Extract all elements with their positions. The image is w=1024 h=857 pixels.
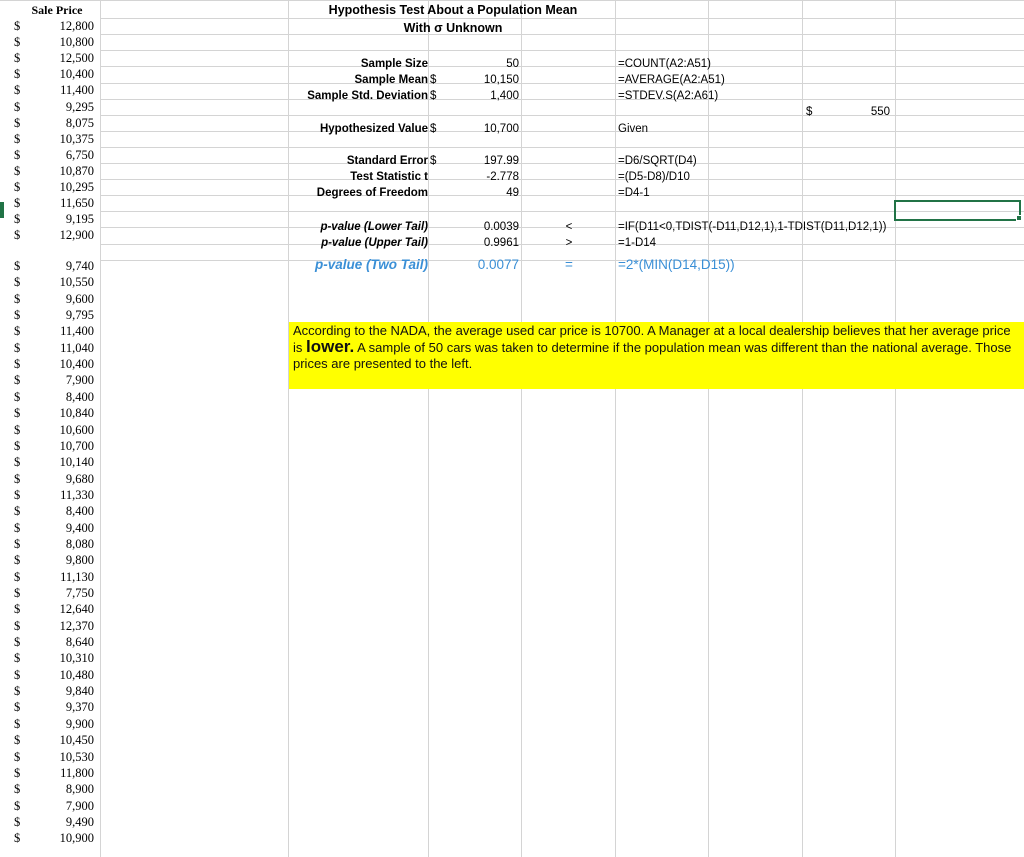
price-currency-symbol: $ — [14, 99, 21, 114]
price-currency-symbol: $ — [14, 471, 21, 486]
p-value-two-tail-symbol[interactable]: = — [565, 257, 573, 272]
p-value-lower-symbol[interactable]: < — [565, 221, 573, 233]
sale-price-cell[interactable]: 8,400 — [65, 389, 94, 404]
sale-price-cell[interactable]: 12,640 — [59, 602, 94, 617]
price-currency-symbol: $ — [14, 131, 21, 146]
sale-price-cell[interactable]: 8,640 — [65, 635, 94, 650]
sale-price-cell[interactable]: 9,740 — [65, 259, 94, 273]
test-statistic-label[interactable]: Test Statistic t — [350, 171, 428, 183]
sale-price-cell[interactable]: 11,400 — [60, 83, 94, 98]
price-currency-symbol: $ — [14, 700, 21, 715]
standard-error-currency: $ — [430, 155, 437, 167]
degrees-of-freedom-value[interactable]: 49 — [506, 187, 519, 199]
problem-description-note[interactable] — [289, 322, 1024, 389]
sample-size-label[interactable]: Sample Size — [360, 58, 428, 70]
sale-price-cell[interactable]: 10,700 — [59, 438, 94, 453]
p-value-upper-label[interactable]: p-value (Upper Tail) — [321, 237, 428, 249]
sample-sd-currency: $ — [430, 90, 437, 102]
standard-error-label[interactable]: Standard Error — [346, 155, 428, 167]
sale-price-cell[interactable]: 9,800 — [65, 553, 94, 568]
price-currency-symbol: $ — [14, 618, 21, 633]
price-currency-symbol: $ — [14, 212, 21, 227]
price-currency-symbol: $ — [14, 19, 21, 33]
price-currency-symbol: $ — [14, 373, 21, 388]
sale-price-cell[interactable]: 11,130 — [60, 569, 94, 584]
price-currency-symbol: $ — [14, 798, 21, 813]
extra-currency: $ — [806, 106, 813, 118]
sale-price-cell[interactable]: 9,370 — [65, 700, 94, 715]
sale-price-cell[interactable]: 11,800 — [60, 765, 94, 780]
sale-price-cell[interactable]: 9,295 — [65, 99, 94, 114]
price-currency-symbol: $ — [14, 291, 21, 306]
price-currency-symbol: $ — [14, 83, 21, 98]
sale-price-cell[interactable]: 11,330 — [60, 487, 94, 502]
sale-price-cell[interactable]: 9,900 — [65, 716, 94, 731]
sheet-title[interactable]: Hypothesis Test About a Population Mean — [328, 3, 578, 17]
sale-price-cell[interactable]: 9,795 — [65, 308, 94, 323]
price-currency-symbol: $ — [14, 536, 21, 551]
test-statistic-value[interactable]: -2.778 — [486, 171, 519, 183]
sale-price-cell[interactable]: 10,600 — [59, 422, 94, 437]
price-currency-symbol: $ — [14, 228, 21, 243]
note-text-part2: A sample of 50 cars was taken to determine if the population mean was different than the national average. Those prices are presented to the left. — [293, 340, 1012, 371]
price-currency-symbol: $ — [14, 163, 21, 178]
sale-price-cell[interactable]: 10,140 — [59, 455, 94, 470]
sale-price-cell[interactable]: 9,600 — [65, 291, 94, 306]
price-currency-symbol: $ — [14, 667, 21, 682]
sale-price-cell[interactable]: 11,040 — [60, 340, 94, 355]
standard-error-formula[interactable]: =D6/SQRT(D4) — [618, 155, 697, 167]
sale-price-cell[interactable]: 10,800 — [59, 35, 94, 50]
hypothesized-value-note[interactable]: Given — [618, 123, 649, 135]
sale-price-cell[interactable]: 9,490 — [65, 814, 94, 829]
sale-price-cell[interactable]: 8,075 — [65, 115, 94, 130]
sale-price-cell[interactable]: 8,080 — [65, 536, 94, 551]
sale-price-cell[interactable]: 11,400 — [60, 324, 94, 339]
p-value-lower-value[interactable]: 0.0039 — [483, 221, 519, 233]
sample-mean-label[interactable]: Sample Mean — [354, 74, 428, 86]
sale-price-cell[interactable]: 10,375 — [59, 131, 94, 146]
hypothesized-value-label[interactable]: Hypothesized Value — [319, 123, 428, 135]
active-row-indicator — [0, 202, 4, 218]
price-currency-symbol: $ — [14, 602, 21, 617]
price-currency-symbol: $ — [14, 831, 21, 846]
price-currency-symbol: $ — [14, 569, 21, 584]
sale-price-cell[interactable]: 12,800 — [59, 19, 94, 33]
price-currency-symbol: $ — [14, 406, 21, 421]
price-currency-symbol: $ — [14, 438, 21, 453]
price-currency-symbol: $ — [14, 504, 21, 519]
price-currency-symbol: $ — [14, 814, 21, 829]
sale-price-cell[interactable]: 9,680 — [65, 471, 94, 486]
selected-cell[interactable] — [894, 200, 1021, 221]
sale-price-cell[interactable]: 12,900 — [59, 228, 94, 243]
price-currency-symbol: $ — [14, 147, 21, 162]
sale-price-cell[interactable]: 7,900 — [65, 373, 94, 388]
price-currency-symbol: $ — [14, 35, 21, 50]
sale-price-cell[interactable]: 7,750 — [65, 586, 94, 600]
sale-price-cell[interactable]: 12,500 — [59, 51, 94, 66]
standard-error-value[interactable]: 197.99 — [483, 155, 519, 167]
sample-mean-currency: $ — [430, 74, 437, 86]
price-currency-symbol: $ — [14, 749, 21, 764]
p-value-lower-label[interactable]: p-value (Lower Tail) — [320, 221, 428, 233]
sale-price-cell[interactable]: 11,650 — [60, 196, 94, 211]
price-currency-symbol: $ — [14, 196, 21, 211]
price-currency-symbol: $ — [14, 733, 21, 748]
sale-price-cell[interactable]: 6,750 — [65, 147, 94, 162]
sample-size-value[interactable]: 50 — [506, 58, 519, 70]
sale-price-cell[interactable]: 10,840 — [59, 406, 94, 421]
sample-mean-formula[interactable]: =AVERAGE(A2:A51) — [618, 74, 725, 86]
hypothesized-value-currency: $ — [430, 123, 437, 135]
sale-price-cell[interactable]: 8,400 — [65, 504, 94, 519]
price-currency-symbol: $ — [14, 716, 21, 731]
p-value-upper-value[interactable]: 0.9961 — [483, 237, 519, 249]
degrees-of-freedom-formula[interactable]: =D4-1 — [618, 187, 650, 199]
sale-price-cell[interactable]: 7,900 — [65, 798, 94, 813]
sale-price-cell[interactable]: 10,900 — [59, 831, 94, 846]
sale-price-cell[interactable]: 8,900 — [65, 782, 94, 797]
price-currency-symbol: $ — [14, 357, 21, 372]
sample-size-formula[interactable]: =COUNT(A2:A51) — [618, 58, 711, 70]
sale-price-cell[interactable]: 10,400 — [59, 357, 94, 372]
sale-price-cell[interactable]: 9,400 — [65, 520, 94, 535]
price-currency-symbol: $ — [14, 684, 21, 699]
sale-price-cell[interactable]: 10,530 — [59, 749, 94, 764]
price-currency-symbol: $ — [14, 553, 21, 568]
price-currency-symbol: $ — [14, 324, 21, 339]
price-currency-symbol: $ — [14, 180, 21, 194]
price-currency-symbol: $ — [14, 635, 21, 650]
price-currency-symbol: $ — [14, 67, 21, 82]
price-currency-symbol: $ — [14, 275, 21, 290]
degrees-of-freedom-label[interactable]: Degrees of Freedom — [316, 187, 428, 199]
sample-sd-formula[interactable]: =STDEV.S(A2:A61) — [618, 90, 719, 102]
sale-price-cell[interactable]: 12,370 — [59, 618, 94, 633]
sale-price-cell[interactable]: 10,550 — [59, 275, 94, 290]
test-statistic-formula[interactable]: =(D5-D8)/D10 — [618, 171, 690, 183]
sample-sd-value[interactable]: 1,400 — [490, 90, 519, 102]
price-currency-symbol: $ — [14, 782, 21, 797]
sale-price-cell[interactable]: 10,870 — [59, 163, 94, 178]
p-value-two-tail-label[interactable]: p-value (Two Tail) — [314, 257, 428, 272]
p-value-upper-symbol[interactable]: > — [565, 237, 573, 249]
sale-price-cell[interactable]: 10,295 — [59, 180, 94, 194]
price-currency-symbol: $ — [14, 308, 21, 323]
sale-price-cell[interactable]: 10,400 — [59, 67, 94, 82]
sample-mean-value[interactable]: 10,150 — [483, 74, 519, 86]
sale-price-cell[interactable]: 9,195 — [65, 212, 94, 227]
price-currency-symbol: $ — [14, 340, 21, 355]
sale-price-cell[interactable]: 10,450 — [59, 733, 94, 748]
p-value-upper-formula[interactable]: =1-D14 — [618, 237, 657, 249]
extra-value-cell[interactable]: 550 — [870, 106, 890, 118]
price-currency-symbol: $ — [14, 586, 21, 600]
sale-price-cell[interactable]: 10,310 — [59, 651, 94, 666]
note-emphasis: lower. — [306, 337, 355, 356]
price-currency-symbol: $ — [14, 455, 21, 470]
fill-handle[interactable] — [1016, 215, 1022, 221]
sample-sd-label[interactable]: Sample Std. Deviation — [307, 90, 428, 102]
sheet-subtitle[interactable]: With σ Unknown — [403, 21, 503, 35]
price-currency-symbol: $ — [14, 422, 21, 437]
p-value-two-tail-formula[interactable]: =2*(MIN(D14,D15)) — [618, 257, 735, 272]
sale-price-cell[interactable]: 9,840 — [65, 684, 94, 699]
price-currency-symbol: $ — [14, 389, 21, 404]
price-currency-symbol: $ — [14, 765, 21, 780]
note-text-part1: According to the NADA, the average used car price is 10700. A Manager at a local dealership believes that her average price is — [293, 323, 1011, 355]
price-currency-symbol: $ — [14, 487, 21, 502]
price-currency-symbol: $ — [14, 51, 21, 66]
hypothesized-value[interactable]: 10,700 — [483, 123, 519, 135]
price-currency-symbol: $ — [14, 115, 21, 130]
sale-price-header[interactable]: Sale Price — [31, 3, 83, 17]
price-currency-symbol: $ — [14, 520, 21, 535]
price-currency-symbol: $ — [14, 651, 21, 666]
p-value-two-tail-value[interactable]: 0.0077 — [477, 257, 519, 272]
price-currency-symbol: $ — [14, 259, 21, 273]
sale-price-cell[interactable]: 10,480 — [59, 667, 94, 682]
p-value-lower-formula[interactable]: =IF(D11<0,TDIST(-D11,D12,1),1-TDIST(D11,D12,1)) — [618, 221, 887, 233]
